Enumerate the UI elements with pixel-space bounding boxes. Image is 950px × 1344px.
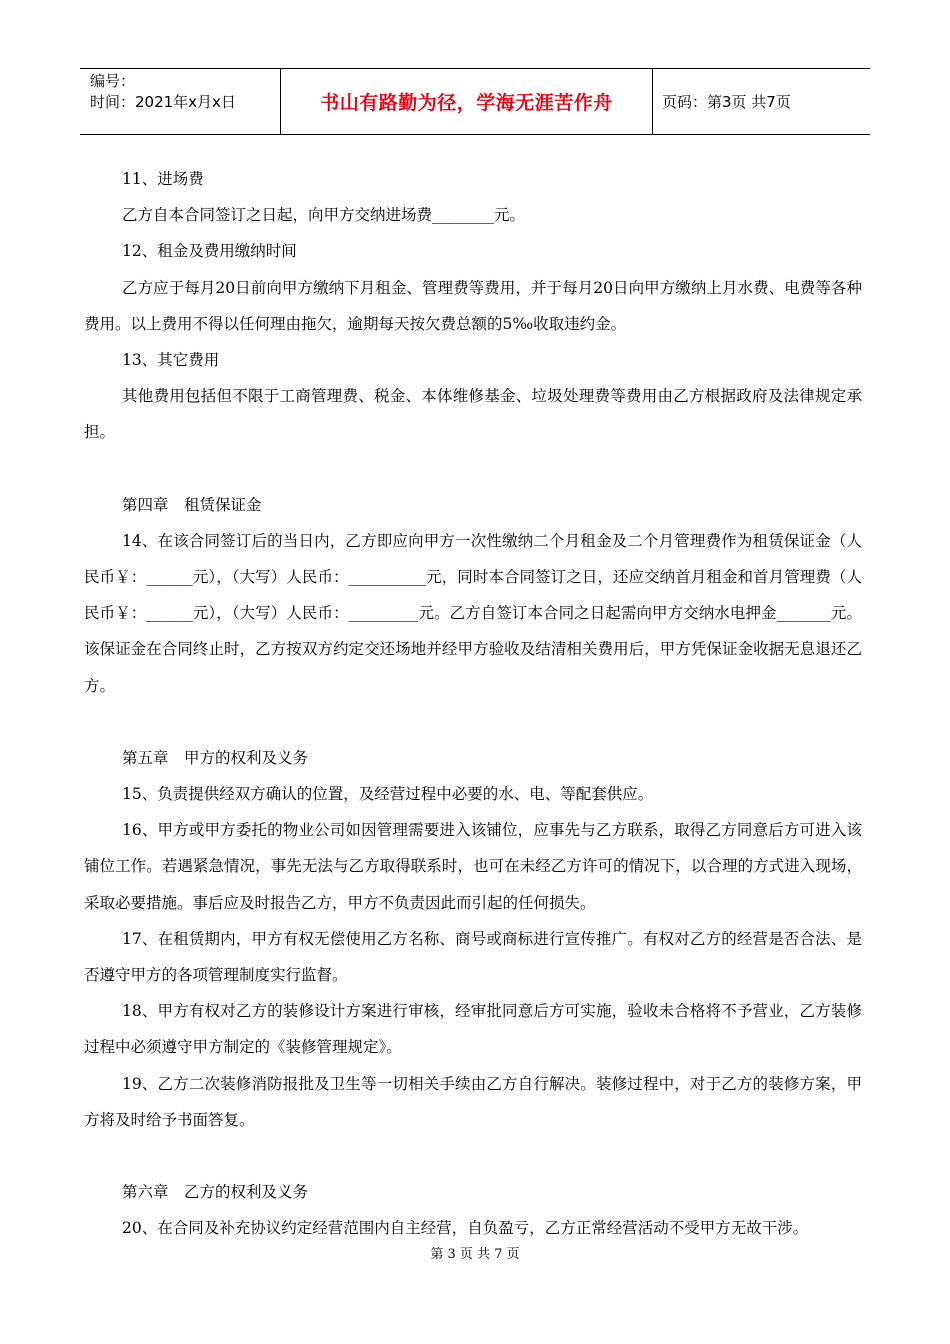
chapter-heading-5: 第五章 甲方的权利及义务	[122, 748, 309, 767]
chapter-heading-4: 第四章 租赁保证金	[122, 495, 262, 514]
section-gap	[84, 704, 862, 740]
header-meta	[80, 69, 280, 134]
clause-heading-12: 12、租金及费用缴纳时间	[122, 242, 297, 261]
clause-text-15: 15、负责提供经双方确认的位置，及经营过程中必要的水、电、等配套供应。	[122, 785, 654, 804]
clause-text-14: 14、在该合同签订后的当日内，乙方即应向甲方一次性缴纳二个月租金及二个月管理费作为租赁保证金（人民币￥：______元），（大写）人民币：__________元，同时本合同签订之日，还应交纳首月租金和首月管理费（人民币￥：______元），（大写）人民币：_________元。乙方自签订本合同之日起需向甲方交纳水电押金_______元。该保证金在合同终止时，乙方按双方约定交还场地并经甲方验收及结清相关费用后，甲方凭保证金收据无息退还乙方。	[84, 531, 862, 695]
header-page-label: 页码：第3页 共7页	[662, 93, 791, 111]
section-gap	[84, 1138, 862, 1174]
page-header	[80, 68, 870, 135]
document-body	[84, 161, 862, 1246]
clause-text-12: 乙方应于每月20日前向甲方缴纳下月租金、管理费等费用，并于每月20日向甲方缴纳上月水费、电费等各种费用。以上费用不得以任何理由拖欠，逾期每天按欠费总额的5‰收取违约金。	[84, 278, 862, 333]
serial-label: 编号：	[90, 72, 136, 90]
clause-text-11: 乙方自本合同签订之日起，向甲方交纳进场费________元。	[122, 206, 526, 225]
clause-text-13: 其他费用包括但不限于工商管理费、税金、本体维修基金、垃圾处理费等费用由乙方根据政府及法律规定承担。	[84, 387, 862, 442]
clause-heading-13: 13、其它费用	[122, 351, 220, 370]
clause-text-17: 17、在租赁期内，甲方有权无偿使用乙方名称、商号或商标进行宣传推广。有权对乙方的经营是否合法、是否遵守甲方的各项管理制度实行监督。	[84, 929, 862, 985]
clause-text-20: 20、在合同及补充协议约定经营范围内自主经营，自负盈亏，乙方正常经营活动不受甲方无故干涉。	[122, 1219, 809, 1238]
page-footer: 第 3 页 共 7 页	[430, 1247, 520, 1262]
clause-heading-11: 11、进场费	[122, 170, 204, 188]
clause-text-19: 19、乙方二次装修消防报批及卫生等一切相关手续由乙方自行解决。装修过程中，对于乙方的装修方案，甲方将及时给予书面答复。	[84, 1074, 862, 1129]
section-gap	[84, 451, 862, 487]
chapter-heading-6: 第六章 乙方的权利及义务	[122, 1183, 309, 1202]
clause-text-18: 18、甲方有权对乙方的装修设计方案进行审核，经审批同意后方可实施，验收未合格将不予营业，乙方装修过程中必须遵守甲方制定的《装修管理规定》。	[84, 1002, 862, 1057]
header-motto: 书山有路勤为径，学海无涯苦作舟	[280, 69, 653, 134]
clause-text-16: 16、甲方或甲方委托的物业公司如因管理需要进入该铺位，应事先与乙方联系，取得乙方同意后方可进入该铺位工作。若遇紧急情况，事先无法与乙方取得联系时，也可在未经乙方许可的情况下，以合理的方式进入现场，采取必要措施。事后应及时报告乙方，甲方不负责因此而引起的任何损失。	[84, 821, 862, 912]
time-label: 时间：2021年x月x日	[90, 93, 236, 111]
